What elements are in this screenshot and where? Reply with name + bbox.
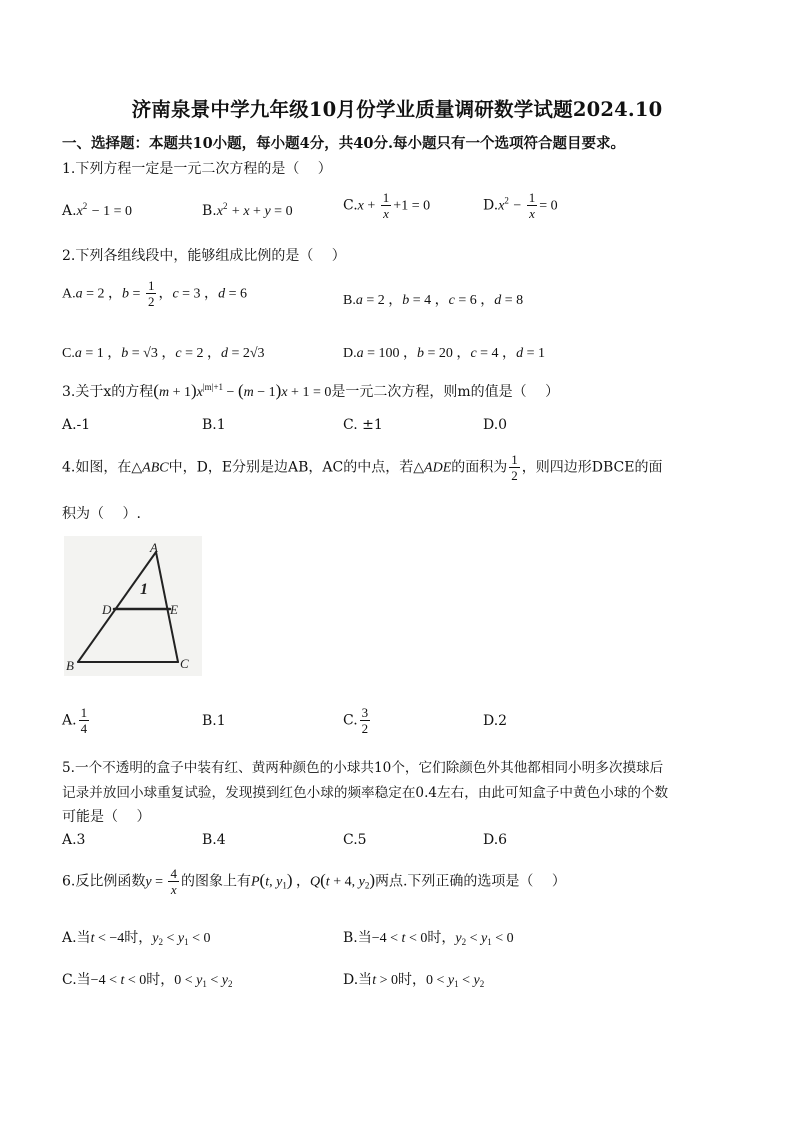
q3-option-d[interactable]: D.0 xyxy=(483,417,508,433)
q5-option-d[interactable]: D.6 xyxy=(483,832,508,848)
q3-option-b[interactable]: B.1 xyxy=(202,417,226,433)
triangle-figure xyxy=(64,536,202,676)
q6-option-a[interactable]: A.当t < −4时，$y_2 < y_1 < 0$ xyxy=(62,930,211,947)
q5-option-b[interactable]: B.4 xyxy=(202,832,226,848)
q1-option-b[interactable]: $B.x^2 + x + y = 0$ xyxy=(202,201,293,219)
label-d: D xyxy=(102,602,112,617)
q2-option-d[interactable]: D.a = 100 ，b = 20 ，c = 4 ，d = 1 xyxy=(343,346,545,361)
question-1-stem: 1.下列方程一定是一元二次方程的是（ ） xyxy=(62,161,332,177)
q2-option-a[interactable]: A.a = 2 ，b = $\frac{1}{2}$ ，c = 3 ，d = 6 xyxy=(62,278,247,309)
question-4-stem: 4.如图，在△ABC中，D，E分别是边AB，AC的中点，若△ADE的面积为 $\frac{1}{2}$ ，则四边形DBCE的面 xyxy=(62,452,663,483)
q6-option-c[interactable]: C.当−4 < t < 0时，$0 < y_1 < y_2$ xyxy=(62,972,233,989)
q1-option-d[interactable]: $D.x^2$ − $\frac{1}{x}$ = 0 xyxy=(483,190,558,221)
q4-option-c[interactable]: C. $\frac{3}{2}$ xyxy=(343,705,369,736)
question-6-stem: 6.反比例函数y = $\frac{4}{x}$ 的图象上有P(t, $y_1$) ，Q(t + 4, $y_2$)两点.下列正确的选项是（ ） xyxy=(62,866,566,897)
q4-option-b[interactable]: B.1 xyxy=(202,713,226,729)
q1-option-a[interactable]: $A.x^2 - 1 = 0$ xyxy=(62,201,133,219)
question-2-stem: 2.下列各组线段中，能够组成比例的是（ ） xyxy=(62,248,346,264)
q4-option-a[interactable]: A. $\frac{1}{4}$ xyxy=(62,705,88,736)
question-5-line-3: 可能是（ ） xyxy=(62,809,151,825)
question-4-stem-continued: 积为（ ）. xyxy=(62,506,141,522)
q3-option-c[interactable]: C. ±1 xyxy=(343,417,383,433)
label-c: C xyxy=(180,656,189,671)
label-a: A xyxy=(150,540,158,555)
q6-option-b[interactable]: B.当−4 < t < 0时，$y_2 < y_1 < 0$ xyxy=(343,930,514,947)
q4-option-d[interactable]: D.2 xyxy=(483,713,508,729)
question-3-stem: 3.关于x的方程$(m + 1)x^{|m|+1} - (m - 1)x + 1 = 0$是一元二次方程，则m的值是（ ） xyxy=(62,381,560,400)
q5-option-a[interactable]: A.3 xyxy=(62,832,86,848)
label-b: B xyxy=(66,658,74,673)
page-title: 济南泉景中学九年级10月份学业质量调研数学试题2024.10 xyxy=(131,98,663,121)
q1-option-c[interactable]: C.x + $\frac{1}{x}$ +1 = 0 xyxy=(343,190,431,221)
question-5-line-2: 记录并放回小球重复试验，发现摸到红色小球的频率稳定在0.4左右，由此可知盒子中黄色小球的个数 xyxy=(62,785,669,801)
section-heading: 一、选择题：本题共10小题，每小题4分，共40分.每小题只有一个选项符合题目要求。 xyxy=(62,135,625,152)
label-e: E xyxy=(170,602,178,617)
q6-option-d[interactable]: D.当t > 0时，$0 < y_1 < y_2$ xyxy=(343,972,485,989)
label-area-1: 1 xyxy=(140,581,148,598)
question-5-line-1: 5.一个不透明的盒子中装有红、黄两种颜色的小球共10个，它们除颜色外其他都相同小明多次摸球后 xyxy=(62,760,664,776)
q2-option-b[interactable]: B.a = 2 ，b = 4 ，c = 6 ，d = 8 xyxy=(343,293,524,308)
q2-option-c[interactable]: C.a = 1 ，b = √3 ，c = 2 ，d = 2√3 xyxy=(62,346,265,361)
q3-option-a[interactable]: A.-1 xyxy=(62,417,91,433)
q5-option-c[interactable]: C.5 xyxy=(343,832,367,848)
